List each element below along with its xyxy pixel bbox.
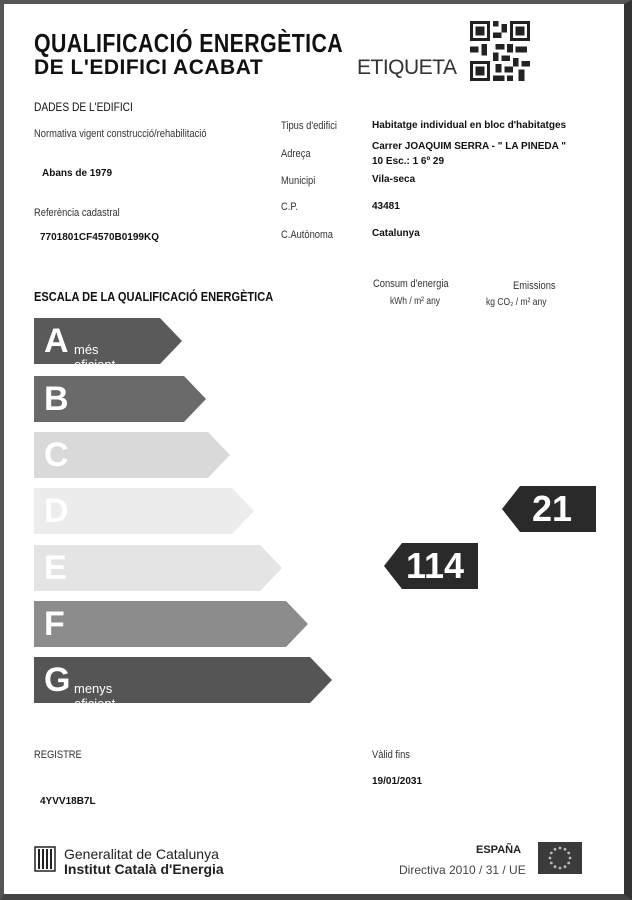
rating-bar-b-letter: B xyxy=(44,380,69,418)
consum-indicator xyxy=(384,543,480,589)
org-icaen: Institut Català d'Energia xyxy=(64,861,224,877)
valid-value: 19/01/2031 xyxy=(372,776,423,787)
rating-bar-g-letter: G xyxy=(44,661,71,699)
emissions-value: 21 xyxy=(532,488,573,529)
rating-bar-f-letter: F xyxy=(44,605,65,643)
normativa-label: Normativa vigent construcció/rehabilitació xyxy=(34,128,207,140)
title-line-2: DE L'EDIFICI ACABAT xyxy=(34,56,264,79)
consum-unit: kWh / m² any xyxy=(390,296,441,307)
generalitat-logo-icon xyxy=(34,846,56,872)
cadastral-value: 7701801CF4570B0199KQ xyxy=(40,232,159,243)
title-line-1: QUALIFICACIÓ ENERGÈTICA xyxy=(34,28,344,58)
municipi-value: Vila-seca xyxy=(372,174,416,185)
autonoma-label: C.Autònoma xyxy=(281,229,333,241)
emissions-label: Emissions xyxy=(513,280,556,292)
adreca-label: Adreça xyxy=(281,148,311,160)
rating-bar-a-letter: A xyxy=(44,322,69,360)
normativa-value: Abans de 1979 xyxy=(42,168,113,179)
building-section-title: DADES DE L'EDIFICI xyxy=(34,100,133,114)
eu-flag-icon xyxy=(538,842,582,874)
municipi-label: Municipi xyxy=(281,175,316,187)
valid-label: Vàlid fins xyxy=(372,749,410,761)
adreca-line-2: 10 Esc.: 1 6º 29 xyxy=(372,156,445,167)
cadastral-label: Referència cadastral xyxy=(34,207,120,219)
adreca-line-1: Carrer JOAQUIM SERRA - " LA PINEDA " xyxy=(372,141,566,152)
tipus-value: Habitatge individual en bloc d'habitatges xyxy=(372,120,567,131)
rating-bar-e-letter: E xyxy=(44,549,67,587)
rating-bar-c-letter: C xyxy=(44,436,69,474)
consum-label: Consum d'energia xyxy=(373,278,449,290)
qr-code-icon xyxy=(470,21,530,81)
rating-bar-e-shape xyxy=(34,545,289,591)
etiqueta-label: ETIQUETA xyxy=(357,56,457,79)
autonoma-value: Catalunya xyxy=(372,228,420,239)
registre-value: 4YVV18B7L xyxy=(40,796,96,807)
scale-title: ESCALA DE LA QUALIFICACIÓ ENERGÈTICA xyxy=(34,289,274,304)
rating-bar-d-letter: D xyxy=(44,492,69,530)
tipus-label: Tipus d'edifici xyxy=(281,120,338,132)
org-generalitat: Generalitat de Catalunya xyxy=(64,846,219,862)
rating-bar-a-label: més eficient xyxy=(74,342,116,372)
cp-label: C.P. xyxy=(281,201,298,213)
directive-label: Directiva 2010 / 31 / UE xyxy=(399,863,526,877)
country-label: ESPAÑA xyxy=(476,844,522,856)
rating-bar-g-label: menys eficient xyxy=(74,681,116,711)
rating-bar-f-shape xyxy=(34,601,314,647)
emissions-indicator xyxy=(502,486,598,532)
registre-label: REGISTRE xyxy=(34,749,82,761)
consum-value: 114 xyxy=(406,545,465,586)
emissions-unit: kg CO₂ / m² any xyxy=(486,297,547,308)
cp-value: 43481 xyxy=(372,201,400,212)
